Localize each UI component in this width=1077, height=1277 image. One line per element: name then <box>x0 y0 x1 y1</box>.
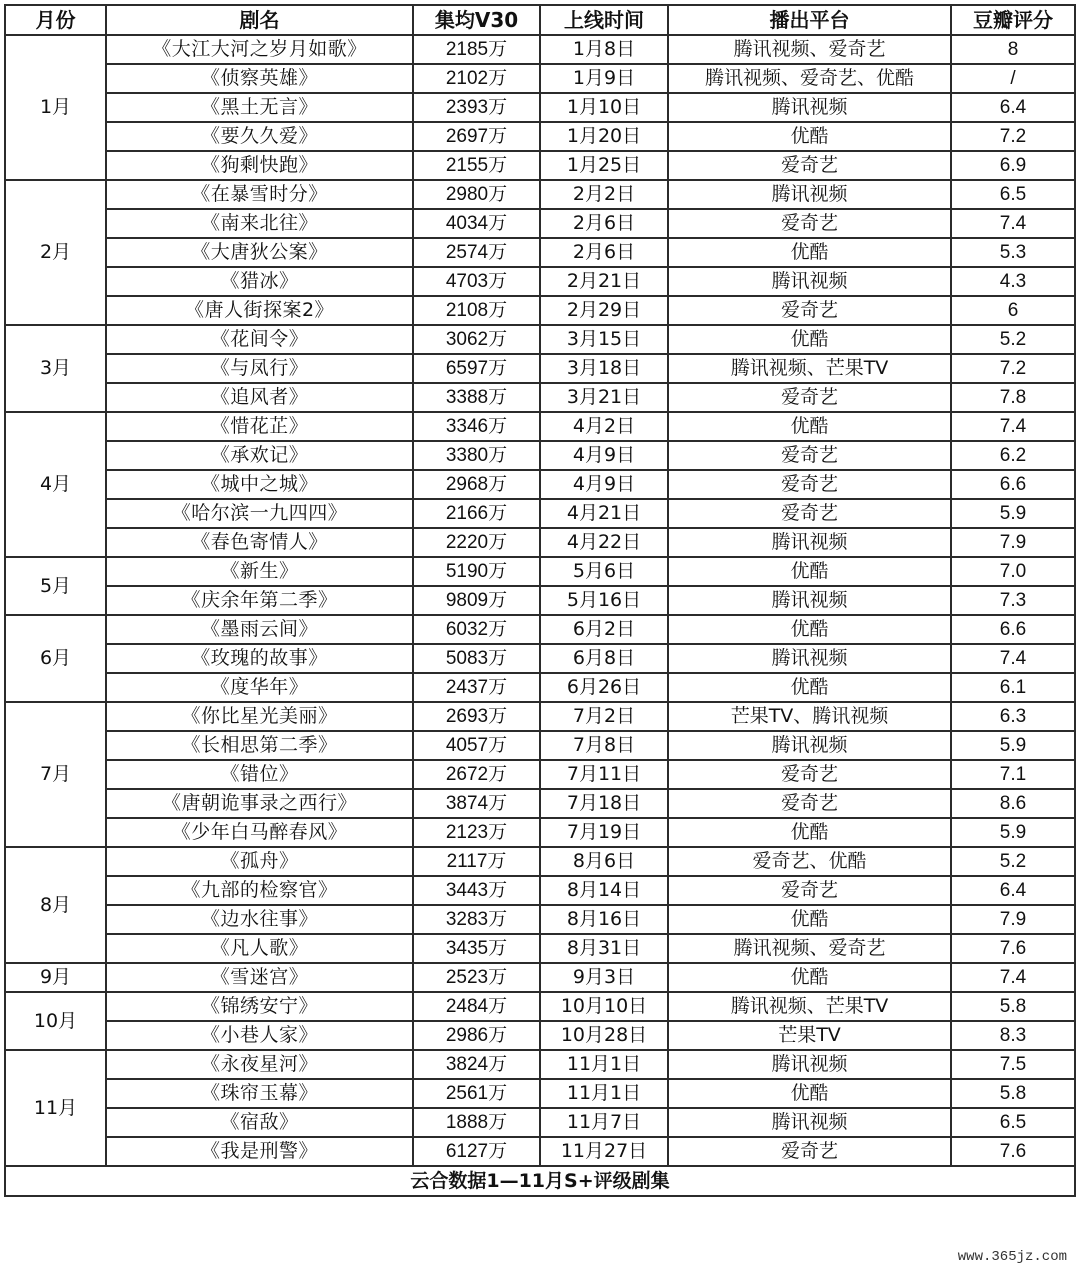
release-date-cell: 2月6日 <box>540 238 668 267</box>
table-row <box>5 615 1075 644</box>
table-body <box>5 35 1075 1166</box>
douban-score-cell: 7.3 <box>951 586 1075 615</box>
douban-score-cell: 7.4 <box>951 209 1075 238</box>
release-date-cell: 10月28日 <box>540 1021 668 1050</box>
douban-score-cell: 7.1 <box>951 760 1075 789</box>
douban-score-cell: 7.6 <box>951 934 1075 963</box>
v30-cell: 2484万 <box>413 992 540 1021</box>
douban-score-cell: 7.5 <box>951 1050 1075 1079</box>
douban-score-cell: 6.6 <box>951 615 1075 644</box>
month-cell: 1月 <box>5 35 106 180</box>
title-cell: 《承欢记》 <box>106 441 413 470</box>
v30-cell: 1888万 <box>413 1108 540 1137</box>
release-date-cell: 4月22日 <box>540 528 668 557</box>
platform-cell: 优酷 <box>668 238 951 267</box>
title-cell: 《南来北往》 <box>106 209 413 238</box>
v30-cell: 9809万 <box>413 586 540 615</box>
table-row <box>5 847 1075 876</box>
v30-cell: 2561万 <box>413 1079 540 1108</box>
title-cell: 《玫瑰的故事》 <box>106 644 413 673</box>
douban-score-cell: 6.4 <box>951 93 1075 122</box>
douban-score-cell: 8.6 <box>951 789 1075 818</box>
douban-score-cell: 6.6 <box>951 470 1075 499</box>
douban-score-cell: 8.3 <box>951 1021 1075 1050</box>
title-cell: 《少年白马醉春风》 <box>106 818 413 847</box>
title-cell: 《惜花芷》 <box>106 412 413 441</box>
table-row <box>5 267 1075 296</box>
header-row <box>5 5 1075 35</box>
table-row <box>5 151 1075 180</box>
platform-cell: 优酷 <box>668 905 951 934</box>
release-date-cell: 7月2日 <box>540 702 668 731</box>
table-row <box>5 1108 1075 1137</box>
platform-cell: 优酷 <box>668 1079 951 1108</box>
table-row <box>5 325 1075 354</box>
release-date-cell: 3月15日 <box>540 325 668 354</box>
douban-score-cell: 7.9 <box>951 905 1075 934</box>
platform-cell: 腾讯视频 <box>668 731 951 760</box>
header-month: 月份 <box>5 5 106 35</box>
table-row <box>5 760 1075 789</box>
table-row <box>5 702 1075 731</box>
table-row <box>5 35 1075 64</box>
platform-cell: 爱奇艺 <box>668 1137 951 1166</box>
table-row <box>5 1021 1075 1050</box>
v30-cell: 4057万 <box>413 731 540 760</box>
release-date-cell: 1月10日 <box>540 93 668 122</box>
v30-cell: 2220万 <box>413 528 540 557</box>
release-date-cell: 2月21日 <box>540 267 668 296</box>
v30-cell: 2437万 <box>413 673 540 702</box>
table-row <box>5 557 1075 586</box>
douban-score-cell: 6.9 <box>951 151 1075 180</box>
v30-cell: 2123万 <box>413 818 540 847</box>
v30-cell: 6597万 <box>413 354 540 383</box>
douban-score-cell: 6.5 <box>951 180 1075 209</box>
release-date-cell: 11月1日 <box>540 1079 668 1108</box>
douban-score-cell: / <box>951 64 1075 93</box>
douban-score-cell: 6.5 <box>951 1108 1075 1137</box>
table-row <box>5 731 1075 760</box>
v30-cell: 3874万 <box>413 789 540 818</box>
table-row <box>5 1137 1075 1166</box>
release-date-cell: 2月6日 <box>540 209 668 238</box>
platform-cell: 腾讯视频 <box>668 586 951 615</box>
platform-cell: 优酷 <box>668 818 951 847</box>
header-release-date: 上线时间 <box>540 5 668 35</box>
release-date-cell: 7月18日 <box>540 789 668 818</box>
table-row <box>5 93 1075 122</box>
platform-cell: 爱奇艺 <box>668 499 951 528</box>
v30-cell: 2117万 <box>413 847 540 876</box>
douban-score-cell: 4.3 <box>951 267 1075 296</box>
title-cell: 《大唐狄公案》 <box>106 238 413 267</box>
release-date-cell: 7月11日 <box>540 760 668 789</box>
month-cell: 2月 <box>5 180 106 325</box>
platform-cell: 优酷 <box>668 557 951 586</box>
table-row <box>5 905 1075 934</box>
release-date-cell: 7月8日 <box>540 731 668 760</box>
douban-score-cell: 7.0 <box>951 557 1075 586</box>
table-row <box>5 383 1075 412</box>
v30-cell: 3283万 <box>413 905 540 934</box>
table-caption-text: 云合数据1—11月S+评级剧集 <box>410 1169 670 1192</box>
platform-cell: 腾讯视频 <box>668 644 951 673</box>
table-row <box>5 644 1075 673</box>
platform-cell: 爱奇艺 <box>668 383 951 412</box>
title-cell: 《雪迷宫》 <box>106 963 413 992</box>
release-date-cell: 11月27日 <box>540 1137 668 1166</box>
douban-score-cell: 6.4 <box>951 876 1075 905</box>
douban-score-cell: 6.2 <box>951 441 1075 470</box>
title-cell: 《长相思第二季》 <box>106 731 413 760</box>
header-platform: 播出平台 <box>668 5 951 35</box>
v30-cell: 2968万 <box>413 470 540 499</box>
platform-cell: 腾讯视频 <box>668 267 951 296</box>
title-cell: 《追风者》 <box>106 383 413 412</box>
footer-row <box>5 1166 1075 1196</box>
release-date-cell: 5月16日 <box>540 586 668 615</box>
v30-cell: 2102万 <box>413 64 540 93</box>
platform-cell: 爱奇艺 <box>668 151 951 180</box>
month-cell: 4月 <box>5 412 106 557</box>
release-date-cell: 6月8日 <box>540 644 668 673</box>
table-row <box>5 64 1075 93</box>
table-row <box>5 122 1075 151</box>
month-cell: 9月 <box>5 963 106 992</box>
v30-cell: 2986万 <box>413 1021 540 1050</box>
platform-cell: 芒果TV <box>668 1021 951 1050</box>
douban-score-cell: 7.8 <box>951 383 1075 412</box>
release-date-cell: 1月20日 <box>540 122 668 151</box>
v30-cell: 3380万 <box>413 441 540 470</box>
release-date-cell: 2月2日 <box>540 180 668 209</box>
title-cell: 《哈尔滨一九四四》 <box>106 499 413 528</box>
header-douban-score: 豆瓣评分 <box>951 5 1075 35</box>
table-row <box>5 238 1075 267</box>
v30-cell: 2697万 <box>413 122 540 151</box>
table-row <box>5 818 1075 847</box>
table-row <box>5 992 1075 1021</box>
platform-cell: 爱奇艺、优酷 <box>668 847 951 876</box>
douban-score-cell: 7.4 <box>951 963 1075 992</box>
title-cell: 《你比星光美丽》 <box>106 702 413 731</box>
platform-cell: 爱奇艺 <box>668 209 951 238</box>
release-date-cell: 2月29日 <box>540 296 668 325</box>
v30-cell: 2693万 <box>413 702 540 731</box>
release-date-cell: 4月9日 <box>540 441 668 470</box>
title-cell: 《错位》 <box>106 760 413 789</box>
header-title: 剧名 <box>106 5 413 35</box>
title-cell: 《我是刑警》 <box>106 1137 413 1166</box>
douban-score-cell: 6.1 <box>951 673 1075 702</box>
release-date-cell: 1月25日 <box>540 151 668 180</box>
table-row <box>5 180 1075 209</box>
release-date-cell: 9月3日 <box>540 963 668 992</box>
title-cell: 《宿敌》 <box>106 1108 413 1137</box>
platform-cell: 优酷 <box>668 325 951 354</box>
v30-cell: 3435万 <box>413 934 540 963</box>
title-cell: 《要久久爱》 <box>106 122 413 151</box>
release-date-cell: 8月16日 <box>540 905 668 934</box>
title-cell: 《春色寄情人》 <box>106 528 413 557</box>
v30-cell: 2672万 <box>413 760 540 789</box>
month-cell: 6月 <box>5 615 106 702</box>
table-row <box>5 963 1075 992</box>
month-cell: 7月 <box>5 702 106 847</box>
release-date-cell: 11月1日 <box>540 1050 668 1079</box>
douban-score-cell: 7.6 <box>951 1137 1075 1166</box>
release-date-cell: 5月6日 <box>540 557 668 586</box>
v30-cell: 2166万 <box>413 499 540 528</box>
month-cell: 10月 <box>5 992 106 1050</box>
platform-cell: 腾讯视频 <box>668 180 951 209</box>
month-cell: 8月 <box>5 847 106 963</box>
platform-cell: 爱奇艺 <box>668 760 951 789</box>
v30-cell: 2980万 <box>413 180 540 209</box>
release-date-cell: 6月26日 <box>540 673 668 702</box>
release-date-cell: 3月18日 <box>540 354 668 383</box>
release-date-cell: 8月31日 <box>540 934 668 963</box>
platform-cell: 爱奇艺 <box>668 876 951 905</box>
release-date-cell: 11月7日 <box>540 1108 668 1137</box>
platform-cell: 腾讯视频 <box>668 1108 951 1137</box>
v30-cell: 6032万 <box>413 615 540 644</box>
v30-cell: 2155万 <box>413 151 540 180</box>
release-date-cell: 8月6日 <box>540 847 668 876</box>
v30-cell: 5190万 <box>413 557 540 586</box>
release-date-cell: 3月21日 <box>540 383 668 412</box>
release-date-cell: 6月2日 <box>540 615 668 644</box>
drama-ratings-table <box>4 4 1076 1197</box>
release-date-cell: 1月8日 <box>540 35 668 64</box>
platform-cell: 腾讯视频、爱奇艺、优酷 <box>668 64 951 93</box>
douban-score-cell: 7.9 <box>951 528 1075 557</box>
title-cell: 《在暴雪时分》 <box>106 180 413 209</box>
douban-score-cell: 5.9 <box>951 731 1075 760</box>
title-cell: 《凡人歌》 <box>106 934 413 963</box>
platform-cell: 爱奇艺 <box>668 470 951 499</box>
douban-score-cell: 8 <box>951 35 1075 64</box>
title-cell: 《边水往事》 <box>106 905 413 934</box>
release-date-cell: 4月9日 <box>540 470 668 499</box>
v30-cell: 2574万 <box>413 238 540 267</box>
title-cell: 《孤舟》 <box>106 847 413 876</box>
douban-score-cell: 5.2 <box>951 847 1075 876</box>
table-row <box>5 209 1075 238</box>
douban-score-cell: 5.9 <box>951 818 1075 847</box>
title-cell: 《唐人街探案2》 <box>106 296 413 325</box>
platform-cell: 芒果TV、腾讯视频 <box>668 702 951 731</box>
title-cell: 《永夜星河》 <box>106 1050 413 1079</box>
title-cell: 《珠帘玉幕》 <box>106 1079 413 1108</box>
v30-cell: 3824万 <box>413 1050 540 1079</box>
title-cell: 《庆余年第二季》 <box>106 586 413 615</box>
table-row <box>5 586 1075 615</box>
release-date-cell: 1月9日 <box>540 64 668 93</box>
release-date-cell: 4月2日 <box>540 412 668 441</box>
platform-cell: 爱奇艺 <box>668 789 951 818</box>
douban-score-cell: 6.3 <box>951 702 1075 731</box>
title-cell: 《新生》 <box>106 557 413 586</box>
month-cell: 11月 <box>5 1050 106 1166</box>
v30-cell: 2108万 <box>413 296 540 325</box>
platform-cell: 优酷 <box>668 122 951 151</box>
table-row <box>5 876 1075 905</box>
platform-cell: 优酷 <box>668 615 951 644</box>
douban-score-cell: 7.2 <box>951 354 1075 383</box>
release-date-cell: 10月10日 <box>540 992 668 1021</box>
title-cell: 《九部的检察官》 <box>106 876 413 905</box>
month-cell: 3月 <box>5 325 106 412</box>
title-cell: 《狗剩快跑》 <box>106 151 413 180</box>
v30-cell: 2393万 <box>413 93 540 122</box>
v30-cell: 2523万 <box>413 963 540 992</box>
release-date-cell: 7月19日 <box>540 818 668 847</box>
title-cell: 《大江大河之岁月如歌》 <box>106 35 413 64</box>
month-cell: 5月 <box>5 557 106 615</box>
table-row <box>5 1079 1075 1108</box>
table-row <box>5 354 1075 383</box>
douban-score-cell: 7.2 <box>951 122 1075 151</box>
platform-cell: 优酷 <box>668 673 951 702</box>
v30-cell: 5083万 <box>413 644 540 673</box>
platform-cell: 优酷 <box>668 412 951 441</box>
title-cell: 《小巷人家》 <box>106 1021 413 1050</box>
v30-cell: 3346万 <box>413 412 540 441</box>
platform-cell: 腾讯视频、芒果TV <box>668 354 951 383</box>
title-cell: 《黑土无言》 <box>106 93 413 122</box>
douban-score-cell: 7.4 <box>951 644 1075 673</box>
platform-cell: 腾讯视频、爱奇艺 <box>668 35 951 64</box>
platform-cell: 腾讯视频 <box>668 528 951 557</box>
title-cell: 《墨雨云间》 <box>106 615 413 644</box>
table-row <box>5 528 1075 557</box>
table-row <box>5 441 1075 470</box>
platform-cell: 爱奇艺 <box>668 296 951 325</box>
douban-score-cell: 5.9 <box>951 499 1075 528</box>
release-date-cell: 4月21日 <box>540 499 668 528</box>
title-cell: 《城中之城》 <box>106 470 413 499</box>
title-cell: 《度华年》 <box>106 673 413 702</box>
platform-cell: 腾讯视频 <box>668 1050 951 1079</box>
watermark: www.365jz.com <box>957 1249 1067 1265</box>
table-row <box>5 470 1075 499</box>
v30-cell: 6127万 <box>413 1137 540 1166</box>
platform-cell: 优酷 <box>668 963 951 992</box>
v30-cell: 2185万 <box>413 35 540 64</box>
release-date-cell: 8月14日 <box>540 876 668 905</box>
header-v30: 集均V30 <box>413 5 540 35</box>
platform-cell: 腾讯视频、芒果TV <box>668 992 951 1021</box>
v30-cell: 3443万 <box>413 876 540 905</box>
title-cell: 《侦察英雄》 <box>106 64 413 93</box>
douban-score-cell: 7.4 <box>951 412 1075 441</box>
douban-score-cell: 5.2 <box>951 325 1075 354</box>
table-row <box>5 789 1075 818</box>
v30-cell: 4034万 <box>413 209 540 238</box>
v30-cell: 4703万 <box>413 267 540 296</box>
table-row <box>5 673 1075 702</box>
table-row <box>5 499 1075 528</box>
title-cell: 《与凤行》 <box>106 354 413 383</box>
table-caption <box>5 1166 1075 1196</box>
platform-cell: 腾讯视频、爱奇艺 <box>668 934 951 963</box>
table-row <box>5 1050 1075 1079</box>
table-row <box>5 296 1075 325</box>
platform-cell: 腾讯视频 <box>668 93 951 122</box>
douban-score-cell: 6 <box>951 296 1075 325</box>
douban-score-cell: 5.8 <box>951 992 1075 1021</box>
platform-cell: 爱奇艺 <box>668 441 951 470</box>
title-cell: 《花间令》 <box>106 325 413 354</box>
v30-cell: 3062万 <box>413 325 540 354</box>
douban-score-cell: 5.3 <box>951 238 1075 267</box>
title-cell: 《唐朝诡事录之西行》 <box>106 789 413 818</box>
table-row <box>5 412 1075 441</box>
title-cell: 《锦绣安宁》 <box>106 992 413 1021</box>
table-row <box>5 934 1075 963</box>
v30-cell: 3388万 <box>413 383 540 412</box>
title-cell: 《猎冰》 <box>106 267 413 296</box>
douban-score-cell: 5.8 <box>951 1079 1075 1108</box>
